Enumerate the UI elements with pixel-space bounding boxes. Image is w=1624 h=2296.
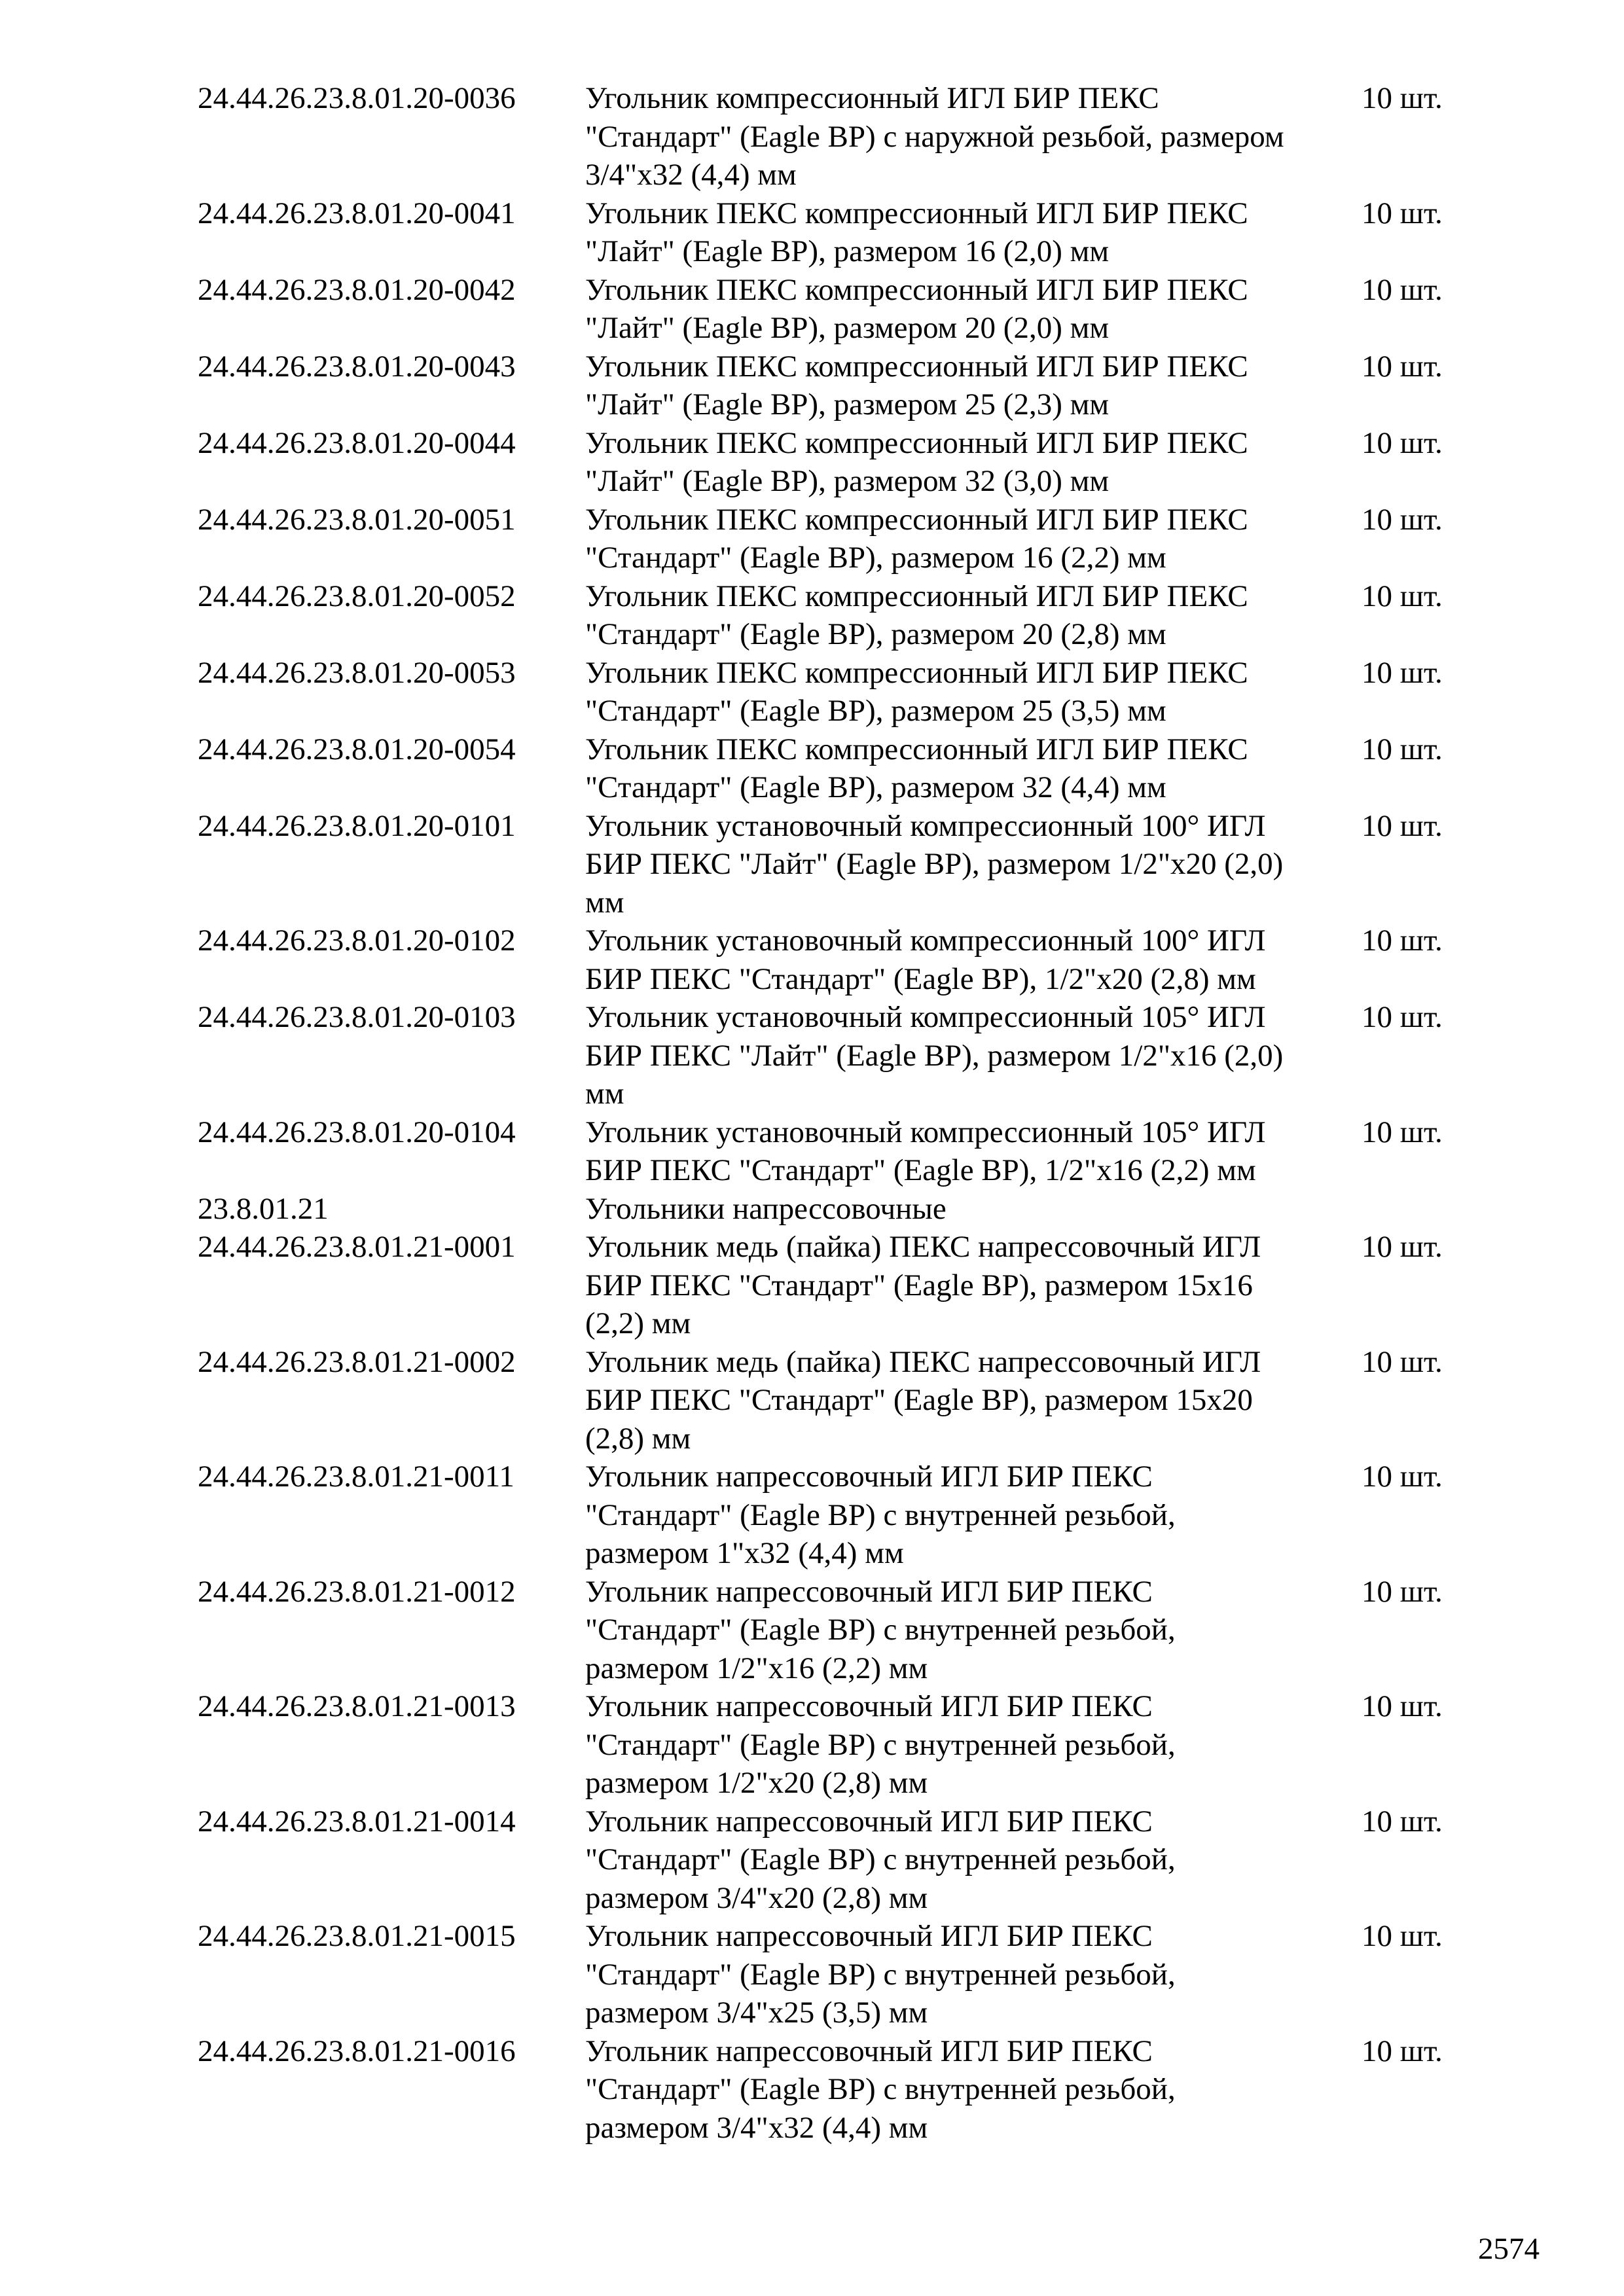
description-line: Угольник ПЕКС компрессионный ИГЛ БИР ПЕКС [585,425,1248,460]
description-line: размером 1/2"x20 (2,8) мм [585,1766,928,1800]
item-quantity: 10 шт. [1362,1574,1443,1609]
item-code: 24.44.26.23.8.01.20-0104 [198,1115,516,1149]
description-line: "Лайт" (Eagle BP), размером 32 (3,0) мм [585,464,1110,498]
item-description [585,1190,947,1229]
item-quantity: 10 шт. [1362,81,1443,115]
description-line: размером 3/4"x32 (4,4) мм [585,2110,928,2145]
item-code: 24.44.26.23.8.01.20-0044 [198,425,516,460]
item-quantity: 10 шт. [1362,924,1443,958]
item-description [585,1458,1176,1573]
description-line: "Стандарт" (Eagle BP), размером 25 (3,5) мм [585,694,1166,728]
description-line: мм [585,1077,624,1111]
description-line: "Стандарт" (Eagle BP) с внутренней резьбой, [585,2072,1176,2106]
item-quantity: 10 шт. [1362,1804,1443,1839]
item-code: 23.8.01.21 [198,1191,329,1226]
item-code: 24.44.26.23.8.01.20-0043 [198,349,516,384]
description-line: Угольник установочный компрессионный 105° ИГЛ [585,1000,1266,1034]
item-code: 24.44.26.23.8.01.20-0054 [198,732,516,766]
description-line: Угольник ПЕКС компрессионный ИГЛ БИР ПЕКС [585,579,1248,613]
item-code: 24.44.26.23.8.01.21-0001 [198,1230,516,1264]
item-code: 24.44.26.23.8.01.20-0036 [198,81,516,115]
item-quantity: 10 шт. [1362,808,1443,843]
item-quantity: 10 шт. [1362,1115,1443,1149]
item-description [585,998,1283,1113]
description-line: Угольник напрессовочный ИГЛ БИР ПЕКС [585,1460,1153,1494]
description-line: размером 3/4"x25 (3,5) мм [585,1996,928,2030]
item-quantity: 10 шт. [1362,502,1443,537]
description-line: "Стандарт" (Eagle BP) с внутренней резьбой, [585,1842,1176,1876]
item-code: 24.44.26.23.8.01.20-0053 [198,655,516,690]
item-description [585,1228,1261,1343]
description-line: БИР ПЕКС "Стандарт" (Eagle BP), 1/2"x20 (2,8) мм [585,961,1256,996]
item-quantity: 10 шт. [1362,2034,1443,2068]
description-line: мм [585,885,624,920]
description-line: Угольник напрессовочный ИГЛ БИР ПЕКС [585,1804,1153,1839]
description-line: БИР ПЕКС "Стандарт" (Eagle BP), размером 15x20 [585,1383,1253,1417]
description-line: БИР ПЕКС "Лайт" (Eagle BP), размером 1/2"x16 (2,0) [585,1038,1284,1073]
description-line: Угольник компрессионный ИГЛ БИР ПЕКС [585,81,1159,115]
description-line: "Лайт" (Eagle BP), размером 16 (2,0) мм [585,234,1110,268]
item-quantity: 10 шт. [1362,1344,1443,1379]
description-line: БИР ПЕКС "Стандарт" (Eagle BP), размером 15x16 [585,1268,1253,1302]
item-code: 24.44.26.23.8.01.21-0012 [198,1574,516,1609]
item-description [585,424,1248,501]
item-code: 24.44.26.23.8.01.21-0015 [198,1919,516,1953]
item-code: 24.44.26.23.8.01.21-0014 [198,1804,516,1839]
description-line: 3/4"x32 (4,4) мм [585,158,797,192]
item-description [585,654,1248,730]
item-quantity: 10 шт. [1362,579,1443,613]
item-description [585,79,1284,194]
item-quantity: 10 шт. [1362,1919,1443,1953]
description-line: "Стандарт" (Eagle BP), размером 20 (2,8) мм [585,617,1166,651]
item-quantity: 10 шт. [1362,425,1443,460]
description-line: Угольник напрессовочный ИГЛ БИР ПЕКС [585,2034,1153,2068]
description-line: Угольник установочный компрессионный 105° ИГЛ [585,1115,1266,1149]
item-quantity: 10 шт. [1362,655,1443,690]
description-line: Угольник медь (пайка) ПЕКС напрессовочный ИГЛ [585,1230,1261,1264]
description-line: БИР ПЕКС "Лайт" (Eagle BP), размером 1/2"x20 (2,0) [585,847,1284,881]
description-line: "Стандарт" (Eagle BP) с наружной резьбой, размером [585,119,1284,154]
description-line: "Стандарт" (Eagle BP) с внутренней резьбой, [585,1498,1176,1532]
item-description [585,1343,1261,1458]
item-code: 24.44.26.23.8.01.20-0102 [198,924,516,958]
description-line: Угольник ПЕКС компрессионный ИГЛ БИР ПЕКС [585,502,1248,537]
item-description [585,730,1248,807]
description-line: Угольник установочный компрессионный 100° ИГЛ [585,924,1266,958]
item-code: 24.44.26.23.8.01.21-0013 [198,1689,516,1723]
description-line: размером 1/2"x16 (2,2) мм [585,1651,928,1685]
description-line: "Стандарт" (Eagle BP), размером 32 (4,4) мм [585,770,1166,804]
item-quantity: 10 шт. [1362,732,1443,766]
item-description [585,807,1283,922]
description-line: "Стандарт" (Eagle BP) с внутренней резьбой, [585,1957,1176,1992]
item-code: 24.44.26.23.8.01.20-0052 [198,579,516,613]
item-description [585,1113,1265,1190]
description-line: Угольник напрессовочный ИГЛ БИР ПЕКС [585,1919,1153,1953]
item-description [585,194,1248,271]
description-line: Угольник медь (пайка) ПЕКС напрессовочный ИГЛ [585,1344,1261,1379]
item-description [585,1803,1176,1918]
page-number: 2574 [1478,2232,1540,2266]
item-description [585,1687,1176,1803]
item-description [585,577,1248,654]
description-line: "Лайт" (Eagle BP), размером 20 (2,0) мм [585,311,1110,345]
item-code: 24.44.26.23.8.01.20-0051 [198,502,516,537]
description-line: "Стандарт" (Eagle BP), размером 16 (2,2) мм [585,541,1166,575]
item-code: 24.44.26.23.8.01.21-0002 [198,1344,516,1379]
item-description [585,501,1248,577]
description-line: размером 1"x32 (4,4) мм [585,1536,904,1570]
item-code: 24.44.26.23.8.01.20-0042 [198,272,516,307]
description-line: "Стандарт" (Eagle BP) с внутренней резьбой, [585,1613,1176,1647]
item-quantity: 10 шт. [1362,1689,1443,1723]
description-line: (2,2) мм [585,1306,691,1340]
description-line: Угольник ПЕКС компрессионный ИГЛ БИР ПЕКС [585,196,1248,230]
item-description [585,2032,1176,2147]
description-line: Угольники напрессовочные [585,1191,947,1226]
description-line: Угольник ПЕКС компрессионный ИГЛ БИР ПЕКС [585,732,1248,766]
description-line: Угольник ПЕКС компрессионный ИГЛ БИР ПЕКС [585,272,1248,307]
item-description [585,922,1265,998]
description-line: (2,8) мм [585,1421,691,1456]
description-line: "Лайт" (Eagle BP), размером 25 (2,3) мм [585,387,1110,422]
item-quantity: 10 шт. [1362,349,1443,384]
item-description [585,1573,1176,1688]
item-description [585,271,1248,348]
item-quantity: 10 шт. [1362,272,1443,307]
description-line: размером 3/4"x20 (2,8) мм [585,1880,928,1915]
description-line: Угольник установочный компрессионный 100° ИГЛ [585,808,1266,843]
item-quantity: 10 шт. [1362,1000,1443,1034]
item-description [585,1917,1176,2032]
description-line: Угольник напрессовочный ИГЛ БИР ПЕКС [585,1574,1153,1609]
description-line: БИР ПЕКС "Стандарт" (Eagle BP), 1/2"x16 (2,2) мм [585,1153,1256,1187]
item-code: 24.44.26.23.8.01.20-0101 [198,808,516,843]
item-quantity: 10 шт. [1362,196,1443,230]
description-line: Угольник ПЕКС компрессионный ИГЛ БИР ПЕКС [585,349,1248,384]
description-line: Угольник напрессовочный ИГЛ БИР ПЕКС [585,1689,1153,1723]
item-code: 24.44.26.23.8.01.21-0011 [198,1460,514,1494]
item-code: 24.44.26.23.8.01.20-0103 [198,1000,516,1034]
item-quantity: 10 шт. [1362,1230,1443,1264]
item-description [585,348,1248,424]
description-line: Угольник ПЕКС компрессионный ИГЛ БИР ПЕКС [585,655,1248,690]
description-line: "Стандарт" (Eagle BP) с внутренней резьбой, [585,1727,1176,1762]
item-quantity: 10 шт. [1362,1460,1443,1494]
item-code: 24.44.26.23.8.01.20-0041 [198,196,516,230]
item-code: 24.44.26.23.8.01.21-0016 [198,2034,516,2068]
